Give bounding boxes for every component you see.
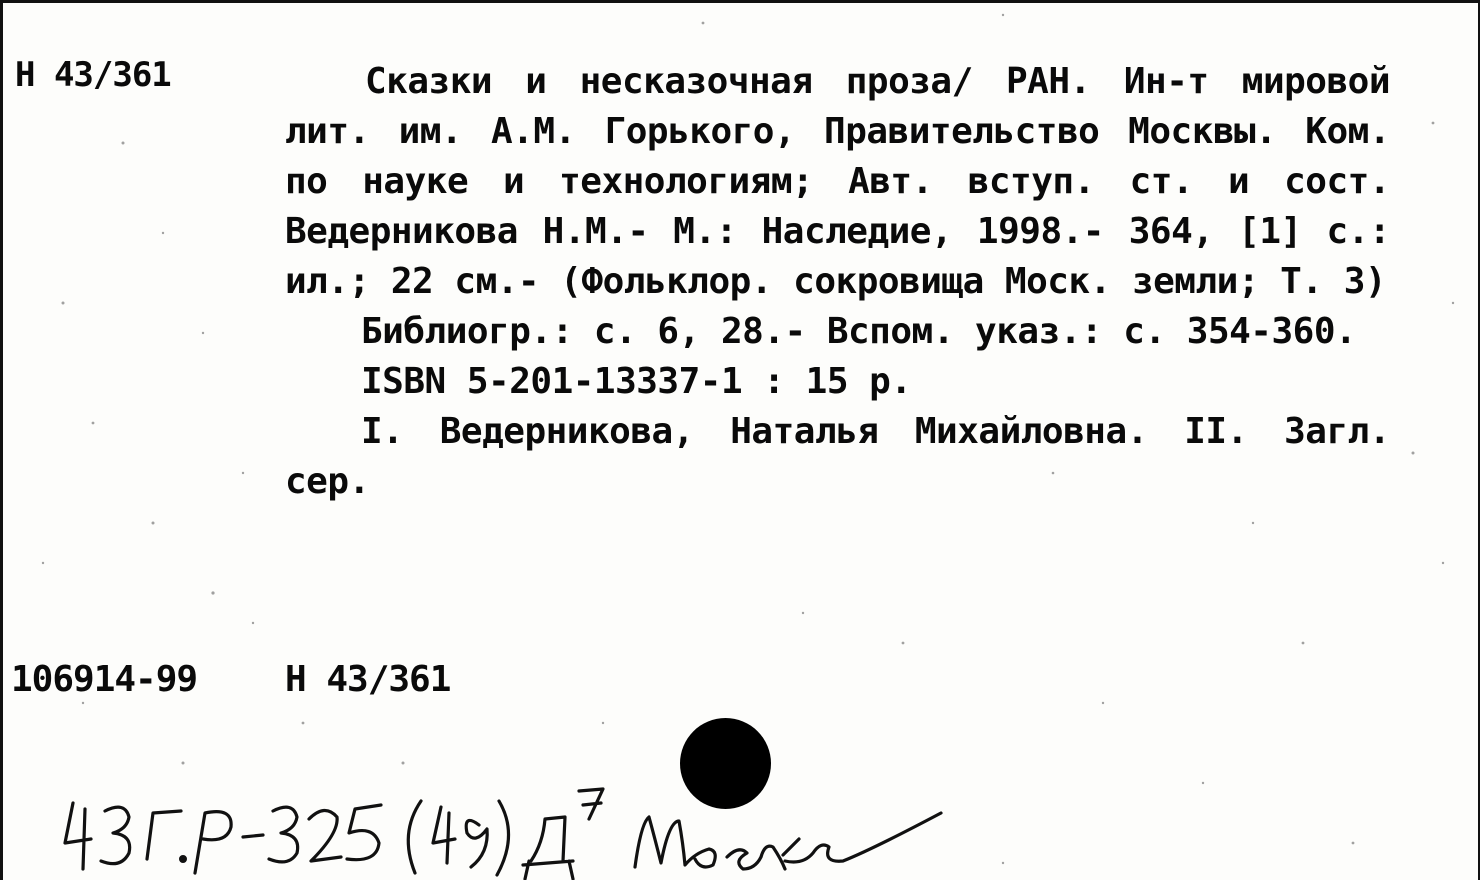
isbn-line: ISBN 5-201-13337-1 : 15 р. (361, 361, 912, 402)
inventory-number: 106914-99 (11, 659, 198, 700)
handwritten-note (43, 773, 963, 880)
title-paragraph: Сказки и несказочная проза/ РАН. Ин-т мировой лит. им. А.М. Горького, Правительство Москвы. Ком. по науке и технологиям; Авт. вступ. ст. и сост. Ведерникова Н.М.- М.: Наследие, 1998.- 364, [1] с.: ил.; 22 см.- (Фольклор. сокровища Моск. земли; Т. 3) (285, 61, 1390, 302)
bibliography-note: Библиогр.: с. 6, 28.- Вспом. указ.: с. 354-360. (361, 311, 1357, 352)
shelf-mark-bottom: Н 43/361 (285, 659, 451, 700)
added-entries: I. Ведерникова, Наталья Михайловна. II. Загл. сер. (285, 411, 1390, 502)
shelf-mark: Н 43/361 (15, 55, 171, 95)
bibliographic-description (285, 57, 1390, 507)
